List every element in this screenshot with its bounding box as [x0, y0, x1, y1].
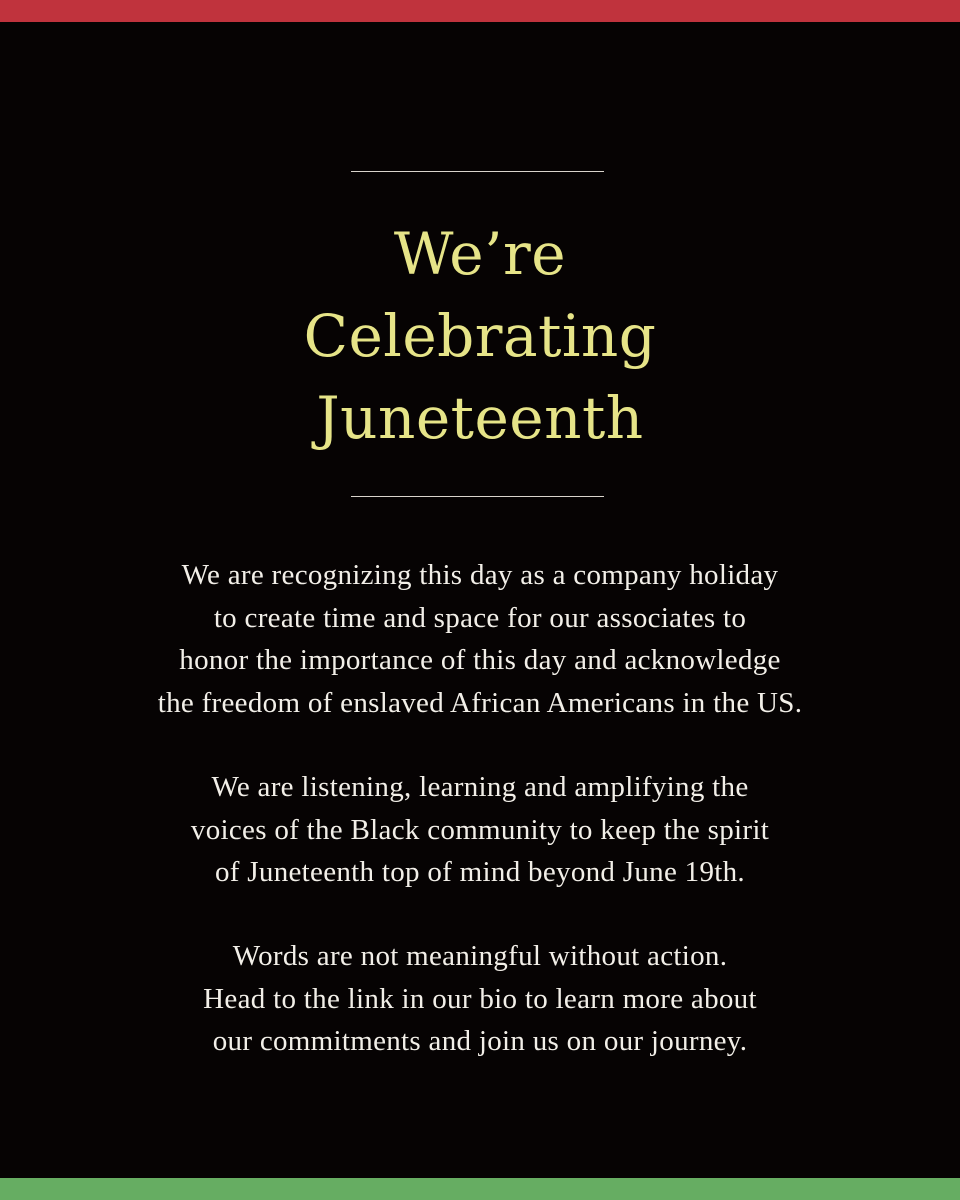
paragraph-line: Words are not meaningful without action.: [232, 940, 728, 972]
paragraph-listening: [0, 766, 960, 894]
bottom-green-stripe: [0, 1178, 960, 1200]
top-red-stripe: [0, 0, 960, 22]
headline-line-3: Juneteenth: [316, 384, 644, 452]
paragraph-line: honor the importance of this day and acknowledge: [179, 644, 781, 676]
paragraph-holiday: [0, 554, 960, 724]
paragraph-line: Head to the link in our bio to learn more about: [203, 982, 757, 1015]
paragraph-line: the freedom of enslaved African Americans in the US.: [157, 686, 803, 719]
paragraph-line: of Juneteenth top of mind beyond June 19th.: [215, 856, 745, 888]
paragraph-line: voices of the Black community to keep the spirit: [190, 813, 770, 846]
paragraph-line: We are recognizing this day as a company holiday: [181, 559, 779, 591]
paragraph-line: our commitments and join us on our journey.: [212, 1025, 748, 1057]
headline-line-1: We’re: [393, 220, 567, 288]
paragraph-line: We are listening, learning and amplifying the: [211, 771, 749, 803]
headline-line-2: Celebrating: [303, 302, 657, 370]
top-divider: [351, 171, 604, 172]
bottom-divider: [351, 496, 604, 497]
headline: [0, 213, 960, 459]
paragraph-action: [0, 935, 960, 1063]
paragraph-line: to create time and space for our associates to: [213, 601, 747, 634]
